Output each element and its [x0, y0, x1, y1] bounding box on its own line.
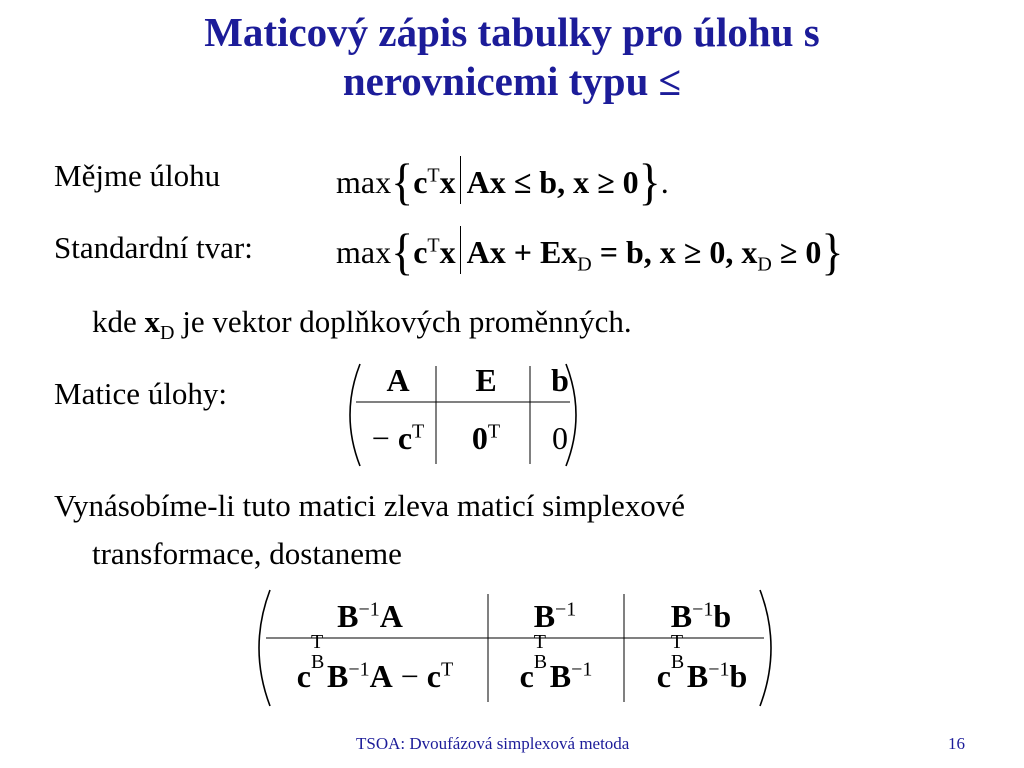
max-operator: max [336, 164, 392, 200]
paragraph-line-2: transformace, dostaneme [92, 536, 402, 571]
vector-c: c [413, 234, 428, 270]
inverse-exponent: −1 [555, 598, 577, 621]
set-divider [460, 226, 461, 274]
matrix-cell-a: A [386, 362, 410, 398]
vector-x: x [439, 234, 456, 270]
inverse-exponent: −1 [708, 658, 730, 681]
inverse-exponent: −1 [692, 598, 714, 621]
vector-c: c [656, 658, 671, 694]
label-matrix: Matice úlohy: [54, 376, 228, 411]
transpose-mark: T [487, 420, 501, 443]
inverse-exponent: −1 [358, 598, 380, 621]
cell-cb-binv: c T B $B^{-1}$ [519, 631, 593, 694]
title-line-2: nerovnicemi typu ≤ [342, 58, 682, 104]
page-number: 16 [948, 734, 965, 753]
slide-title [0, 8, 1024, 106]
cell-cb-binv-a-minus-c: c T B $B^{-1}A - c^T$ [296, 631, 454, 694]
matrix-b: B [549, 658, 572, 694]
max-operator: max [336, 234, 392, 270]
title-line-1: Maticový zápis tabulky pro úlohu s [204, 9, 820, 55]
note-subscript: D [160, 322, 175, 345]
minus-sign: − [371, 420, 398, 456]
formula-standard [336, 223, 844, 280]
set-divider [460, 156, 461, 204]
matrix-b: B [533, 598, 556, 634]
note-rest: je vektor doplňkových proměnných. [174, 304, 632, 339]
cell-binv-a [290, 598, 450, 634]
right-brace: } [638, 153, 661, 210]
matrix-b: B [670, 598, 693, 634]
vector-b: b [713, 598, 732, 634]
label-problem: Mějme úlohu [54, 158, 221, 193]
vector-c: c [426, 658, 441, 694]
vector-c: c [397, 420, 413, 456]
subscript-d: D [757, 253, 772, 276]
transpose-mark: T [412, 420, 425, 443]
transpose-mark: T [427, 164, 440, 187]
paragraph-line-1: Vynásobíme-li tuto matici zleva maticí simplexové [54, 488, 686, 523]
period: . [660, 164, 669, 200]
note-prefix: kde [92, 304, 145, 339]
matrix-a: A [379, 598, 403, 634]
matrix-b: B [327, 658, 349, 694]
transpose-mark: T [440, 658, 454, 681]
matrix-cell-minus-ct [358, 420, 438, 456]
zero-vector: 0 [471, 420, 488, 456]
transpose-mark: T [427, 234, 440, 257]
constraint: Ax ≤ b, x ≥ 0 [466, 164, 639, 200]
label-standard-form: Standardní tvar: [54, 230, 253, 265]
left-brace: { [391, 153, 414, 210]
vector-x: x [439, 164, 456, 200]
vector-b: b [729, 658, 748, 694]
note-variable: x [144, 304, 161, 339]
constraint-part-3: ≥ 0 [771, 234, 822, 270]
constraint-part-1: Ax + Ex [466, 234, 578, 270]
subscript-d: D [577, 253, 592, 276]
cell-cb-binv-b: c T B $B^{-1}b$ [656, 631, 748, 694]
minus-sign: − [392, 658, 427, 694]
constraint-part-2: = b, x ≥ 0, x [591, 234, 758, 270]
left-brace: { [391, 223, 414, 280]
matrix-cell-zero: 0 [552, 420, 568, 456]
vector-c: c [296, 658, 311, 694]
matrix-cell-e: E [475, 362, 497, 398]
matrix-cell-zero-t [456, 420, 516, 456]
cell-binv-b [636, 598, 766, 634]
formula-problem [336, 153, 669, 210]
right-brace: } [821, 223, 844, 280]
footer-course-title: TSOA: Dvoufázová simplexová metoda [356, 734, 630, 753]
matrix-b: B [337, 598, 359, 634]
inverse-exponent: −1 [348, 658, 370, 681]
matrix-b: B [686, 658, 709, 694]
inverse-exponent: −1 [571, 658, 593, 681]
matrix-cell-b: b [551, 362, 569, 398]
vector-c: c [519, 658, 534, 694]
matrix-a: A [369, 658, 393, 694]
note-slack-vector [92, 304, 632, 345]
cell-binv [500, 598, 610, 634]
vector-c: c [413, 164, 428, 200]
